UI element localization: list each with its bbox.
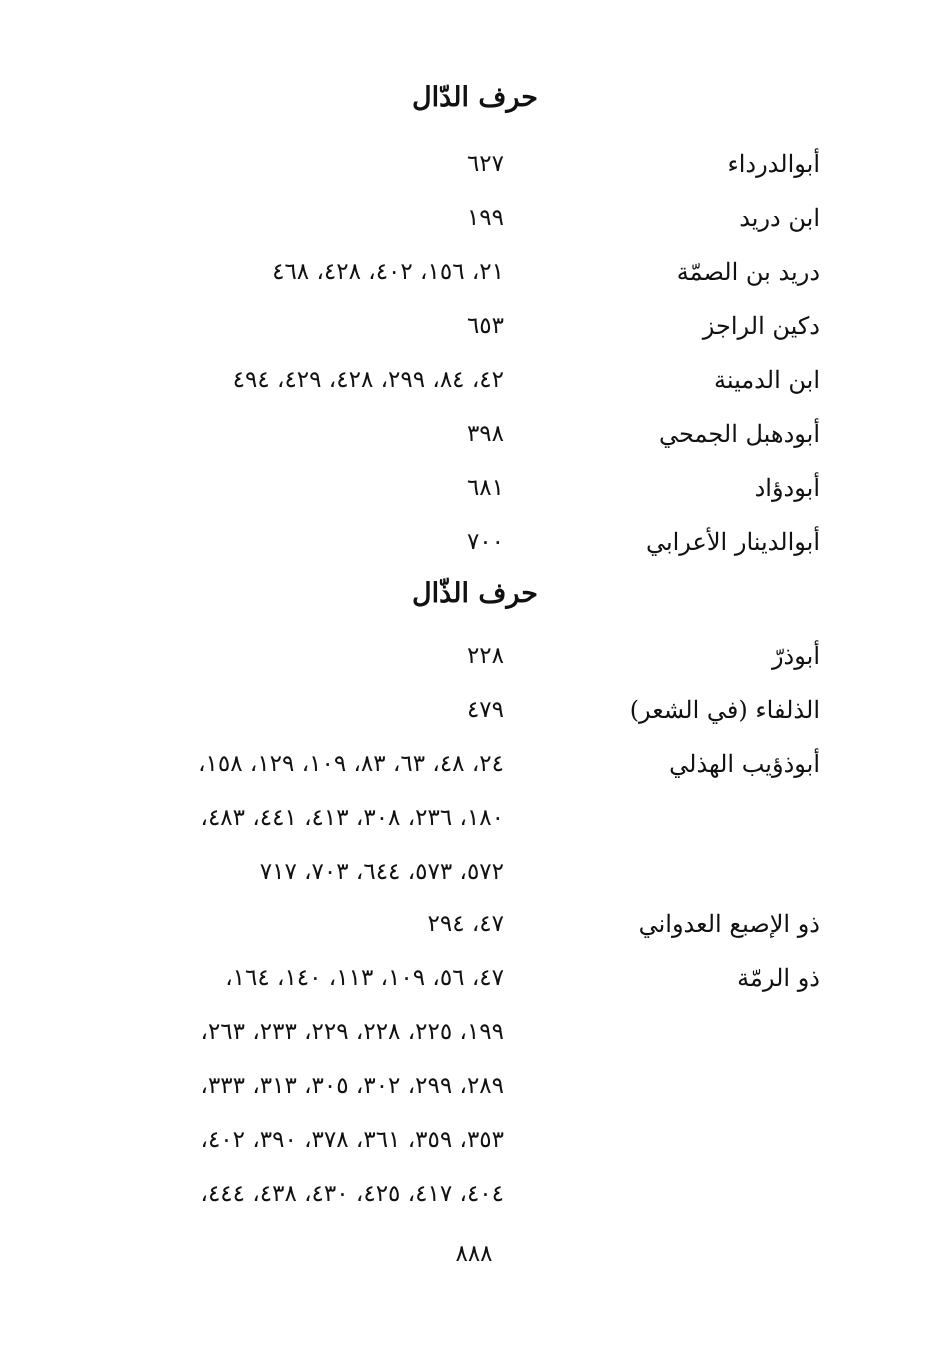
entry-pages: ٤٧٩	[466, 697, 504, 723]
index-entry	[0, 360, 948, 400]
entry-pages: ٤٠٤، ٤١٧، ٤٢٥، ٤٣٠، ٤٣٨، ٤٤٤،	[200, 1181, 504, 1207]
index-entry-continuation	[0, 1174, 948, 1214]
entry-pages: ٦٢٧	[466, 151, 504, 177]
entry-pages: ٢٢٨	[466, 643, 504, 669]
entry-pages: ٣٥٣، ٣٥٩، ٣٦١، ٣٧٨، ٣٩٠، ٤٠٢،	[200, 1127, 504, 1153]
entry-name: أبوذؤيب الهذلي	[669, 750, 820, 778]
entry-name: ذو الإصبع العدواني	[638, 910, 820, 938]
entry-name: ذو الرمّة	[737, 964, 820, 992]
section-heading-dal: حرف الدّال	[412, 82, 538, 113]
entry-pages: ١٨٠، ٢٣٦، ٣٠٨، ٤١٣، ٤٤١، ٤٨٣،	[200, 805, 504, 831]
index-entry-continuation	[0, 1120, 948, 1160]
index-entry	[0, 636, 948, 676]
index-entry-continuation	[0, 852, 948, 892]
index-entry	[0, 958, 948, 998]
entry-name: دريد بن الصمّة	[676, 258, 820, 286]
entry-name: ابن دريد	[739, 204, 820, 232]
entry-pages: ٢١، ١٥٦، ٤٠٢، ٤٢٨، ٤٦٨	[272, 259, 504, 285]
entry-pages: ١٩٩، ٢٢٥، ٢٢٨، ٢٢٩، ٢٣٣، ٢٦٣،	[200, 1019, 504, 1045]
index-entry	[0, 468, 948, 508]
entry-name: أبودؤاد	[754, 474, 820, 502]
index-entry	[0, 252, 948, 292]
entry-name: دكين الراجز	[702, 312, 820, 340]
entry-pages: ٤٢، ٨٤، ٢٩٩، ٤٢٨، ٤٢٩، ٤٩٤	[232, 367, 504, 393]
entry-pages: ٣٩٨	[466, 421, 504, 447]
index-entry	[0, 522, 948, 562]
entry-name: أبوذرّ	[771, 642, 820, 670]
entry-name: الذلفاء (في الشعر)	[629, 696, 820, 724]
index-entry-continuation	[0, 1012, 948, 1052]
index-entry	[0, 306, 948, 346]
section-heading-dhal: حرف الذّال	[412, 578, 538, 609]
entry-name: أبودهبل الجمحي	[659, 420, 820, 448]
entry-pages: ٧٠٠	[466, 529, 504, 555]
entry-pages: ٤٧، ٢٩٤	[427, 911, 504, 937]
entry-pages: ٢٤، ٤٨، ٦٣، ٨٣، ١٠٩، ١٢٩، ١٥٨،	[198, 751, 504, 777]
index-entry-continuation	[0, 798, 948, 838]
entry-name: أبوالدينار الأعرابي	[645, 528, 820, 556]
entry-pages: ٥٧٢، ٥٧٣، ٦٤٤، ٧٠٣، ٧١٧	[259, 859, 504, 885]
index-entry	[0, 414, 948, 454]
entry-pages: ٦٥٣	[466, 313, 504, 339]
entry-pages: ٦٨١	[466, 475, 504, 501]
index-entry	[0, 690, 948, 730]
entry-pages: ١٩٩	[466, 205, 504, 231]
index-entry	[0, 198, 948, 238]
page-number: ٨٨٨	[455, 1241, 493, 1267]
index-entry	[0, 904, 948, 944]
index-entry	[0, 744, 948, 784]
entry-pages: ٢٨٩، ٢٩٩، ٣٠٢، ٣٠٥، ٣١٣، ٣٣٣،	[200, 1073, 504, 1099]
index-entry	[0, 144, 948, 184]
entry-pages: ٤٧، ٥٦، ١٠٩، ١١٣، ١٤٠، ١٦٤،	[225, 965, 504, 991]
entry-name: أبوالدرداء	[727, 150, 820, 178]
index-entry-continuation	[0, 1066, 948, 1106]
entry-name: ابن الدمينة	[713, 366, 820, 394]
